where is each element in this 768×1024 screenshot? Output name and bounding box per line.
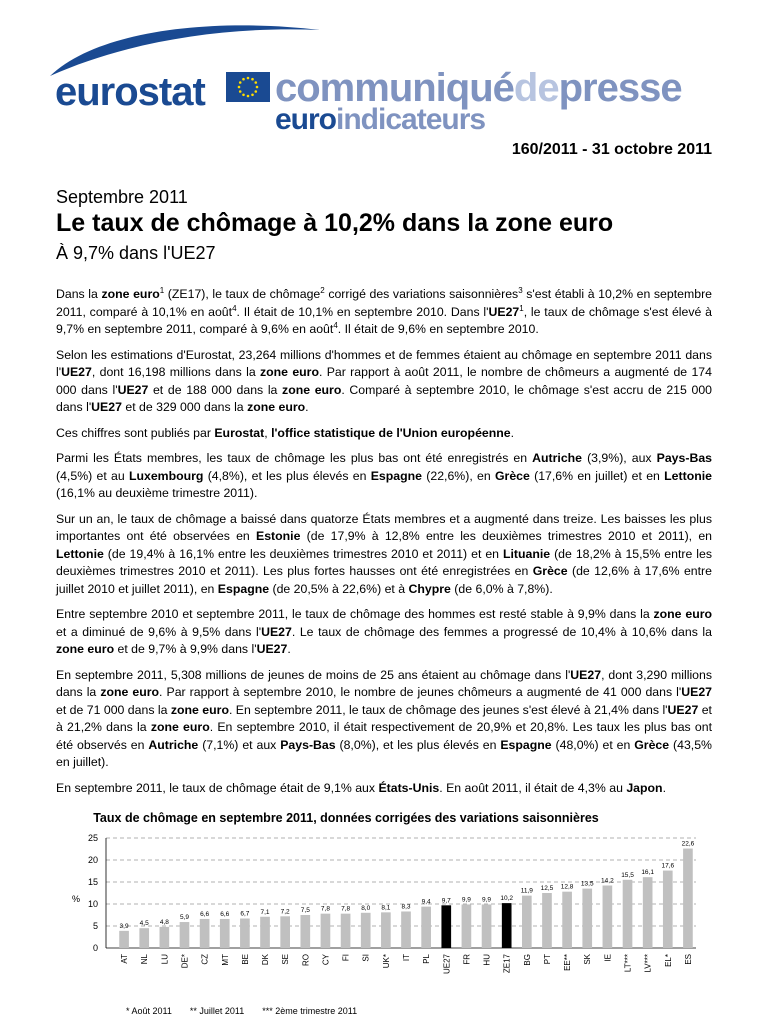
data-label: 10,2 [500,895,514,903]
bar-dk [260,917,270,948]
bar-es [683,849,693,948]
bar-sk [582,889,592,948]
y-axis-label: % [72,894,81,904]
data-label: 16,1 [641,869,654,877]
x-tick-label: NL [140,954,150,965]
chart-note-3: *** 2ème trimestre 2011 [262,1006,358,1016]
unemployment-chart [56,808,712,1024]
data-label: 14,2 [601,877,614,885]
bar-be [240,919,250,948]
bar-bg [522,896,532,948]
subheadline: À 9,7% dans l'UE27 [56,243,216,263]
paragraph-3: Ces chiffres sont publiés par Eurostat, l'office statistique de l'Union européenne. [56,425,515,440]
x-tick-label: SK [583,954,593,965]
headline: Le taux de chômage à 10,2% dans la zone euro [56,209,614,237]
data-label: 22,6 [681,840,695,848]
bar-cz [200,919,210,948]
eu-flag-icon [226,72,270,102]
data-label: 9,9 [461,896,471,904]
x-tick-label: SE [281,954,291,965]
bar-uk [381,912,391,948]
bar-pt [542,893,552,948]
x-tick-label: EL* [663,954,673,967]
paragraph-1: Dans la zone euro$^1$ (ZE17), le taux de chômage$^2$ corrigé des variations saisonnières$^3$ s'est établi à 10,2% en septembre 2011, comparé à 10,1% en août$^4$. Il était de 10,1% en septembre 2010. Dans $l'UE27^1$, le taux de chômage s'est élevé à 9,7% en septembre 2011, comparé à 9,6% en août$^4$. Il était de 9,6% en septembre 2010. [56,285,712,336]
chart-note-2: ** Juillet 2011 [189,1006,245,1016]
bar-fi [341,914,351,948]
bar-ue27 [441,905,451,948]
data-label: 12,8 [560,883,574,891]
data-label: 6,6 [220,910,230,918]
article-body [56,286,712,805]
paragraph-6: Entre septembre 2010 et septembre 2011, le taux de chômage des hommes est resté stable à 9,9% dans la zone euro et a diminué de 9,6% à 9,5% dans l'UE27. Le taux de chômage des femmes a progressé de 10,4% à 10,6% dans la zone euro et de 9,7% à 9,9% dans l'UE27. [56,607,713,656]
x-tick-label: UK* [381,954,391,969]
eurostat-logo: eurostat [55,70,205,114]
data-label: 7,5 [300,907,310,914]
data-label: 4,8 [159,918,169,926]
data-label: 12,5 [540,885,554,892]
chart-note-1: * Août 2011 [126,1006,172,1016]
data-label: 8,1 [381,904,391,912]
data-label: 4,5 [139,920,149,928]
x-tick-label: FR [462,954,472,965]
x-tick-label: CY [321,954,331,966]
x-tick-label: PT [542,954,552,965]
x-tick-label: FI [341,954,351,962]
x-tick-label: AT [120,954,130,964]
x-tick-label: IE [603,954,613,962]
bar-lv [643,877,653,948]
release-number-date: 160/2011 - 31 octobre 2011 [511,141,712,158]
bar-ze17 [502,903,512,948]
euroindicateurs-subtitle: euroindicateurs [275,103,486,136]
header [0,0,768,140]
bar-ro [300,915,310,948]
y-tick-label: 20 [87,855,98,865]
bar-el [663,871,673,948]
x-tick-label: SI [361,954,371,962]
x-tick-label: ZE17 [502,954,512,974]
bar-hu [482,904,492,948]
y-tick-label: 15 [87,877,98,887]
bar-si [361,913,371,948]
period-label: Septembre 2011 [56,187,188,207]
x-tick-label: PL [422,954,432,964]
x-tick-label: RO [301,954,311,966]
chart-notes [126,1006,375,1016]
x-tick-label: LT*** [623,954,633,973]
data-label: 6,7 [240,910,250,918]
data-label: 3,9 [119,922,129,930]
data-label: 17,6 [661,862,675,870]
x-tick-label: LU [160,954,170,965]
data-label: 6,6 [200,910,210,918]
x-tick-label: UE27 [442,954,452,975]
data-label: 7,8 [320,905,330,913]
paragraph-8: En septembre 2011, le taux de chômage était de 9,1% aux États-Unis. En août 2011, il était de 4,3% au Japon. [56,780,666,795]
data-label: 7,8 [341,905,351,913]
data-label: 9,7 [441,897,451,905]
x-tick-label: DK [261,954,271,966]
data-label: 13,5 [580,880,594,888]
x-tick-label: LV*** [643,954,653,973]
bar-lu [160,927,170,948]
x-tick-label: DE* [180,954,190,969]
communique-title: communiquédepresse [275,66,682,110]
data-label: 11,9 [520,887,533,895]
data-label: 7,1 [260,908,270,916]
bar-ee [562,892,572,948]
chart-title: Taux de chômage en septembre 2011, données corrigées des variations saisonnières [93,811,599,825]
x-tick-label: CZ [200,954,210,965]
y-tick-label: 25 [87,833,98,843]
x-tick-label: BG [522,954,532,966]
bar-it [401,911,411,948]
data-label: 9,4 [421,898,431,906]
bar-mt [220,919,230,948]
data-label: 9,9 [482,896,492,904]
bar-nl [139,928,149,948]
data-label: 5,9 [179,914,190,922]
bar-ie [603,886,613,948]
data-label: 8,0 [361,904,371,912]
data-label: 8,3 [401,903,411,911]
bar-pl [421,907,431,948]
bar-de [180,922,190,948]
x-tick-label: ES [683,954,693,965]
bar-fr [462,904,472,948]
data-label: 15,5 [621,871,634,879]
paragraph-7: En septembre 2011, 5,308 millions de jeunes de moins de 25 ans étaient au chômage dans l'UE27, dont 3,290 millions dans la zone euro. Par rapport à septembre 2010, le nombre de jeunes chômeurs a augmenté de 41 000 dans l'UE27 et de 71 000 dans la zone euro. En septembre 2011, le taux de chômage des jeunes s'est élevé à 21,4% dans l'UE27 et à 21,2% dans la zone euro. En septembre 2010, il était respectivement de 20,9% et 20,8%. Les taux les plus bas ont été observés en Autriche (7,1%) et aux Pays-Bas (8,0%), et les plus élevés en Espagne (48,0%) et en Grèce (43,5% en juillet). [56,667,713,769]
paragraph-2: Selon les estimations d'Eurostat, 23,264 millions d'hommes et de femmes étaient au chômage en septembre 2011 dans l'UE27, dont 16,198 millions dans la zone euro. Par rapport à août 2011, le nombre de chômeurs a augmenté de 174 000 dans l'UE27 et de 188 000 dans la zone euro. Comparé à septembre 2010, le chômage s'est accru de 215 000 dans l'UE27 et de 329 000 dans la zone euro. [56,347,712,414]
chart-svg [56,808,712,1008]
x-tick-label: IT [402,954,411,962]
paragraph-4: Parmi les États membres, les taux de chômage les plus bas ont été enregistrés en Autriche (3,9%), aux Pays-Bas (4,5%) et au Luxembourg (4,8%), et les plus élevés en Espagne (22,6%), en Grèce (17,6% en juillet) et en Lettonie (16,1% au deuxième trimestre 2011). [56,451,712,500]
x-tick-label: BE [240,954,250,965]
y-tick-label: 5 [92,921,98,931]
x-tick-label: EE** [563,954,573,971]
data-label: 7,2 [280,908,290,916]
x-tick-label: MT [220,954,230,966]
bar-lt [623,880,633,948]
y-tick-label: 10 [87,899,98,909]
x-tick-label: HU [482,954,492,966]
paragraph-5: Sur un an, le taux de chômage a baissé dans quatorze États membres et a augmenté dans treize. Les baisses les plus importantes ont été observées en Estonie (de 17,9% à 12,8% entre les deuxièmes trimestres 2010 et 2011), en Lettonie (de 19,4% à 16,1% entre les deuxièmes trimestres 2010 et 2011) et en Lituanie (de 18,2% à 15,5% entre les deuxièmes trimestres 2010 et 2011). Les plus fortes hausses ont été enregistrées en Grèce (de 12,6% à 17,6% entre juillet 2010 et juillet 2011), en Espagne (de 20,5% à 22,6%) et à Chypre (de 6,0% à 7,8%). [56,511,712,596]
y-tick-label: 0 [92,943,98,953]
bar-at [119,931,129,948]
bar-cy [321,914,331,948]
bar-se [280,916,290,948]
